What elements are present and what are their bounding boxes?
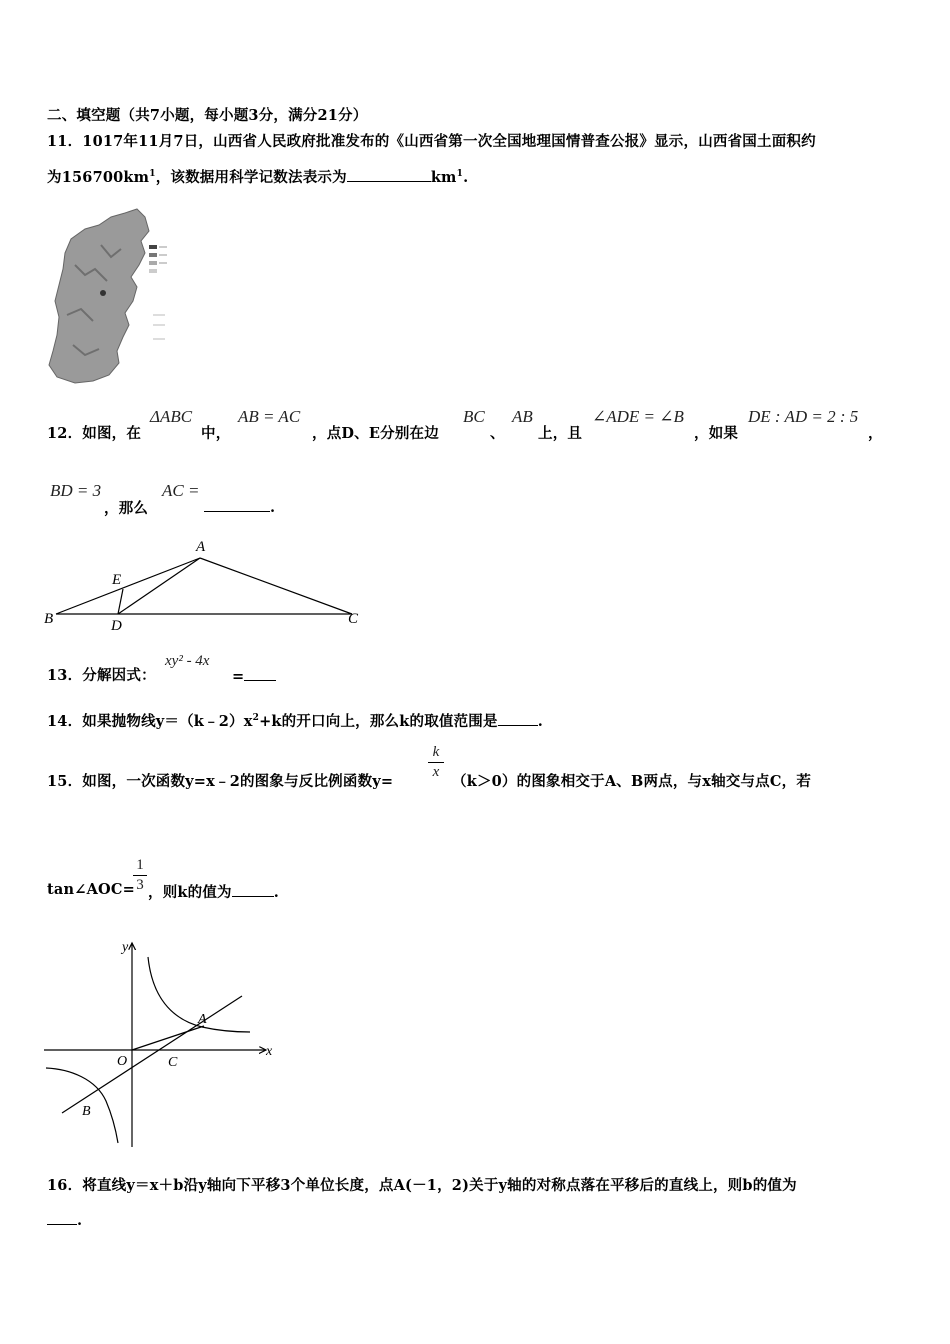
q15-fraction-one-third: 1 3	[133, 857, 147, 894]
q15-fraction-k-over-x: k x	[428, 744, 444, 781]
q12-math-triangle: ΔABC	[150, 407, 193, 426]
segment-ac	[200, 558, 352, 614]
q15-text-a: 15．如图，一次函数y=x﹣2的图象与反比例函数y=	[47, 773, 394, 790]
q13-answer-line: =	[232, 666, 276, 685]
label-c: C	[168, 1055, 178, 1070]
q12-math-ratio: DE : AD = 2 : 5	[748, 407, 859, 426]
label-a: A	[198, 1012, 207, 1027]
q12-text-dun: 、	[490, 425, 505, 442]
linear-function-line	[62, 996, 242, 1113]
hyperbola-line-figure	[40, 935, 280, 1153]
label-c: C	[348, 611, 359, 627]
q11-line1: 11．1017年11月7日，山西省人民政府批准发布的《山西省第一次全国地理国情普查公报》显示，山西省国土面积约	[47, 133, 816, 150]
label-e: E	[112, 572, 122, 588]
segment-ad	[118, 558, 200, 614]
q12-answer-blank[interactable]	[204, 497, 270, 512]
label-x: x	[266, 1044, 273, 1059]
segment-ed	[118, 589, 123, 614]
triangle-figure	[40, 535, 370, 635]
segment-oa	[132, 1026, 204, 1050]
q15-tan-a: tan∠AOC=	[47, 881, 135, 898]
q12-math-ab: AB	[512, 407, 533, 426]
capital-marker-icon	[100, 290, 106, 296]
label-b: B	[44, 611, 54, 627]
q12-math-angle: ∠ADE = ∠B	[592, 407, 684, 426]
q15-text-b: （k＞0）的图象相交于A、B两点，与x轴交与点C，若	[452, 773, 812, 790]
label-a: A	[196, 539, 206, 555]
q13-answer-blank[interactable]	[244, 666, 276, 681]
segment-ba	[56, 558, 200, 614]
q16-line1: 16．将直线y＝x＋b沿y轴向下平移3个单位长度，点A(－1，2)关于y轴的对称点落在平移后的直线上，则b的值为	[47, 1177, 797, 1194]
section-title: 二、填空题（共7小题，每小题3分，满分21分）	[47, 107, 368, 124]
q12-text-comma: ，	[868, 425, 883, 442]
q12-math-ac: AC =	[162, 481, 200, 500]
q16-line2: .	[47, 1210, 82, 1229]
q15-tan-b: ，则k的值为 .	[148, 884, 279, 901]
q12-math-bd: BD = 3	[50, 481, 102, 500]
label-y: y	[122, 940, 129, 955]
q11-answer-blank[interactable]	[347, 167, 431, 182]
q14-answer-blank[interactable]	[498, 711, 538, 726]
q13-math-expr: xy² - 4x	[165, 653, 210, 669]
q12-text-name: ，那么	[104, 500, 149, 517]
q12-math-ab-eq-ac: AB = AC	[238, 407, 301, 426]
label-d: D	[111, 618, 122, 634]
q12-text-qie: 上，且	[538, 425, 583, 442]
q11-line2: 为$156700km^1$，该数据用科学记数法表示为 $km^1$.	[47, 169, 469, 186]
q12-math-bc: BC	[463, 407, 485, 426]
q12-text-zhong: 中，	[201, 425, 231, 442]
q12-text-points: ，点D、E分别在边	[312, 425, 439, 442]
shanxi-map-figure	[45, 205, 175, 387]
q13-num: 13．分解因式：	[47, 667, 156, 684]
label-o: O	[117, 1054, 128, 1069]
q14-line: 14．如果抛物线$y=(k﹣2)x^2+k$的开口向上，那么k的取值范围是 .	[47, 713, 543, 730]
q12-text-ruguo: ，如果	[694, 425, 739, 442]
q15-answer-blank[interactable]	[232, 882, 274, 897]
label-b: B	[82, 1104, 91, 1119]
q16-answer-blank[interactable]	[47, 1210, 77, 1225]
q12-answer-line: .	[204, 497, 275, 516]
q12-num: 12．如图，在	[47, 425, 142, 442]
